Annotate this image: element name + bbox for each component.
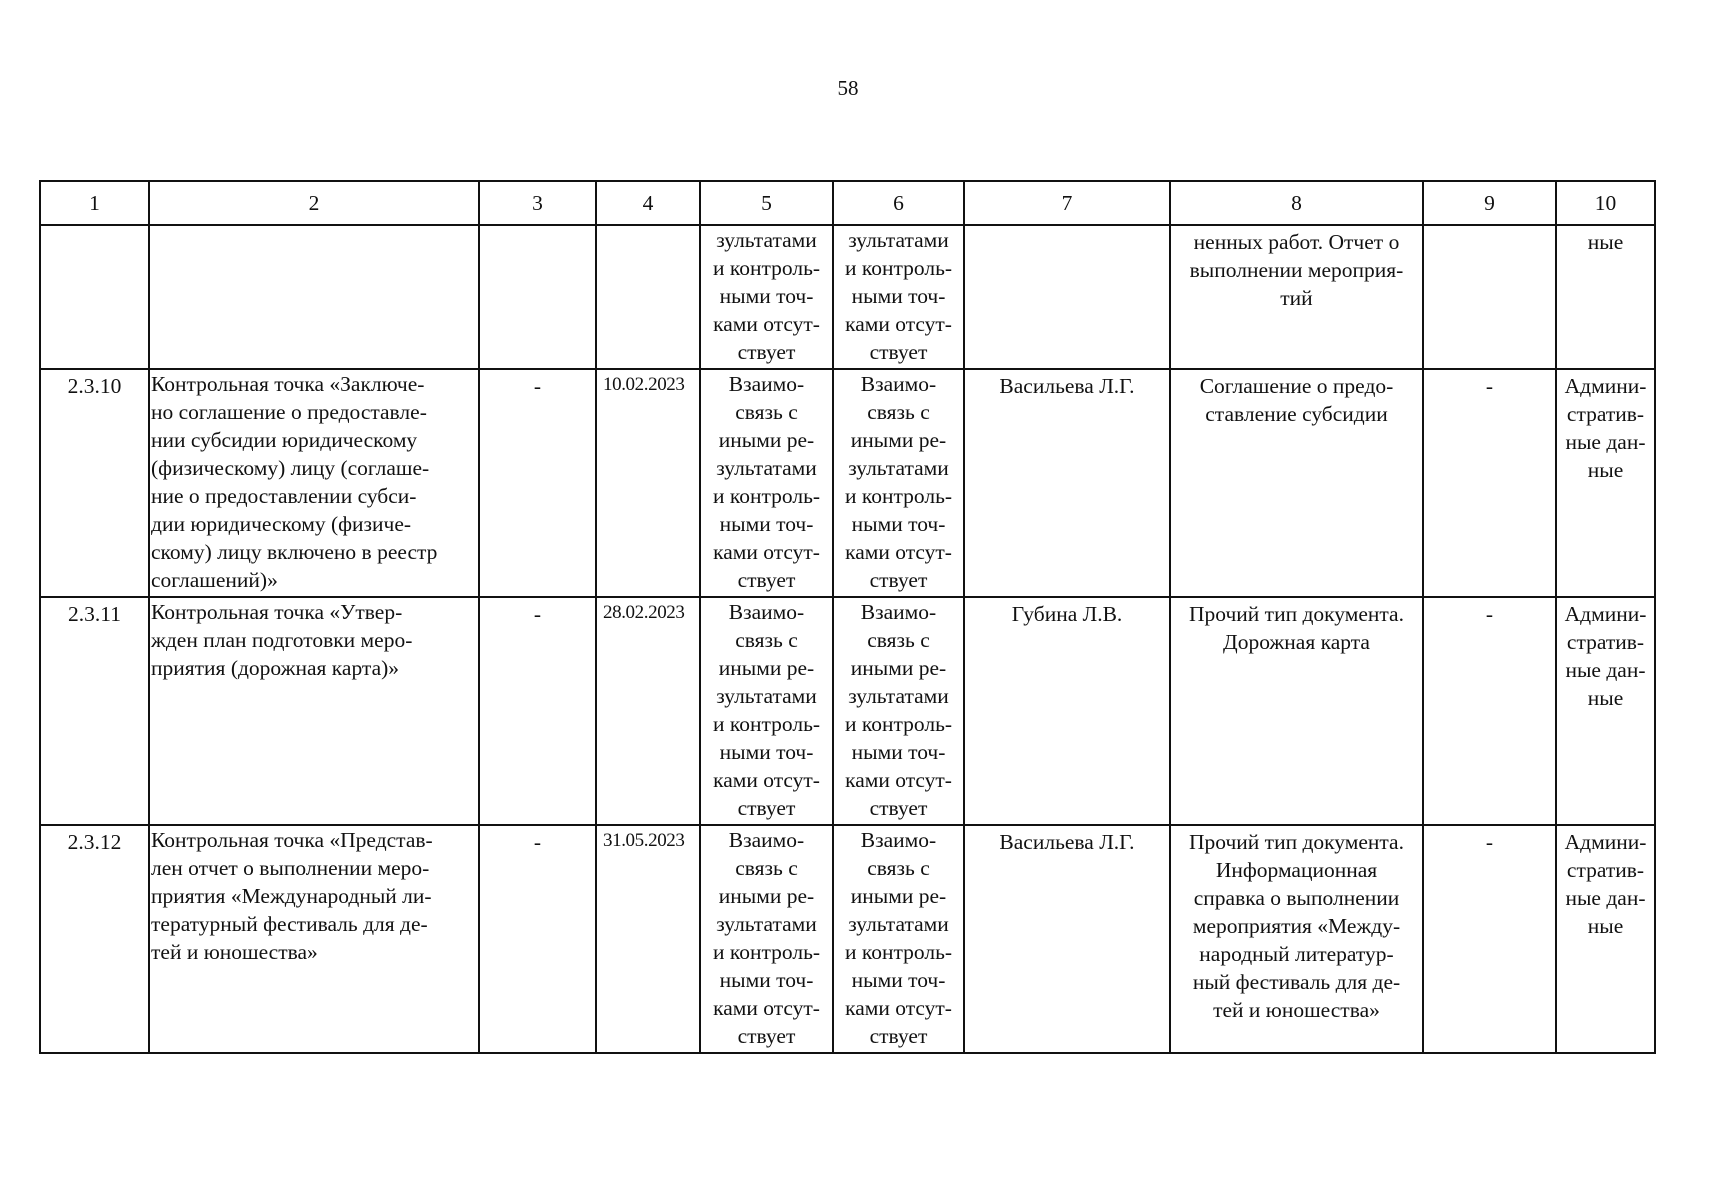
relation-previous: Взаимо- связь с иными ре- зультатами и контроль- ными точ- ками отсут- ствует — [700, 825, 833, 1053]
due-date: 10.02.2023 — [596, 369, 700, 597]
column-header: 5 — [700, 181, 833, 225]
row-number: 2.3.12 — [40, 825, 149, 1053]
column-header: 6 — [833, 181, 964, 225]
column-3-value — [479, 225, 596, 369]
column-9-value: - — [1423, 825, 1556, 1053]
table-header-row — [40, 181, 1655, 225]
responsible-person — [964, 225, 1170, 369]
relation-previous: Взаимо- связь с иными ре- зультатами и контроль- ными точ- ками отсут- ствует — [700, 369, 833, 597]
relation-previous: зультатами и контроль- ными точ- ками отсут- ствует — [700, 225, 833, 369]
column-9-value: - — [1423, 597, 1556, 825]
due-date: 31.05.2023 — [596, 825, 700, 1053]
relation-next: Взаимо- связь с иными ре- зультатами и контроль- ными точ- ками отсут- ствует — [833, 369, 964, 597]
relation-next: зультатами и контроль- ными точ- ками отсут- ствует — [833, 225, 964, 369]
document-type: ненных работ. Отчет о выполнении мероприя- тий — [1170, 225, 1423, 369]
document-type: Соглашение о предо- ставление субсидии — [1170, 369, 1423, 597]
relation-previous: Взаимо- связь с иными ре- зультатами и контроль- ными точ- ками отсут- ствует — [700, 597, 833, 825]
data-source: ные — [1556, 225, 1655, 369]
column-9-value — [1423, 225, 1556, 369]
control-points-table — [39, 180, 1656, 1054]
column-3-value: - — [479, 369, 596, 597]
data-source: Админи- стратив- ные дан- ные — [1556, 369, 1655, 597]
data-source: Админи- стратив- ные дан- ные — [1556, 825, 1655, 1053]
responsible-person: Васильева Л.Г. — [964, 825, 1170, 1053]
column-header: 8 — [1170, 181, 1423, 225]
control-point-name: Контрольная точка «Заключе- но соглашение о предоставле- нии субсидии юридическому (физическому) лицу (соглаше- ние о предоставлении субси- дии юридическому (физиче- скому) лицу включено в реестр соглашений)» — [149, 369, 479, 597]
due-date: 28.02.2023 — [596, 597, 700, 825]
responsible-person: Губина Л.В. — [964, 597, 1170, 825]
column-header: 1 — [40, 181, 149, 225]
page-number: 58 — [837, 76, 859, 100]
column-header: 10 — [1556, 181, 1655, 225]
due-date — [596, 225, 700, 369]
relation-next: Взаимо- связь с иными ре- зультатами и контроль- ными точ- ками отсут- ствует — [833, 597, 964, 825]
column-3-value: - — [479, 597, 596, 825]
column-header: 3 — [479, 181, 596, 225]
row-number: 2.3.11 — [40, 597, 149, 825]
relation-next: Взаимо- связь с иными ре- зультатами и контроль- ными точ- ками отсут- ствует — [833, 825, 964, 1053]
table-row — [40, 825, 1655, 1053]
control-point-name — [149, 225, 479, 369]
data-source: Админи- стратив- ные дан- ные — [1556, 597, 1655, 825]
column-header: 9 — [1423, 181, 1556, 225]
column-9-value: - — [1423, 369, 1556, 597]
row-number — [40, 225, 149, 369]
table-row — [40, 369, 1655, 597]
row-number: 2.3.10 — [40, 369, 149, 597]
control-point-name: Контрольная точка «Утвер- жден план подготовки меро- приятия (дорожная карта)» — [149, 597, 479, 825]
document-type: Прочий тип документа. Информационная справка о выполнении мероприятия «Между- народный литератур- ный фестиваль для де- тей и юношества» — [1170, 825, 1423, 1053]
responsible-person: Васильева Л.Г. — [964, 369, 1170, 597]
column-header: 2 — [149, 181, 479, 225]
column-3-value: - — [479, 825, 596, 1053]
column-header: 4 — [596, 181, 700, 225]
document-type: Прочий тип документа. Дорожная карта — [1170, 597, 1423, 825]
column-header: 7 — [964, 181, 1170, 225]
table-row — [40, 597, 1655, 825]
table-row — [40, 225, 1655, 369]
control-point-name: Контрольная точка «Представ- лен отчет о выполнении меро- приятия «Международный ли- тературный фестиваль для де- тей и юношества» — [149, 825, 479, 1053]
